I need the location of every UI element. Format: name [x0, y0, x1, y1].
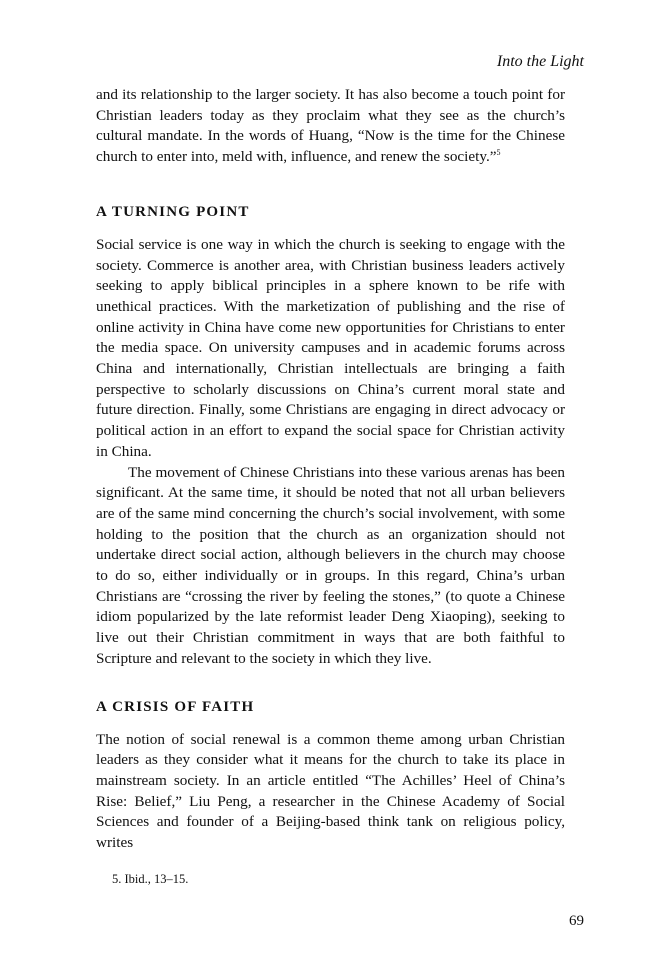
section-heading-turning-point: A TURNING POINT [96, 203, 250, 220]
main-text [96, 85, 565, 854]
paragraph: The movement of Chinese Christians into these various arenas has been significant. At the same time, it should be noted that not all urban believers are of the same mind concerning the church’s social involvement, with some holding to the position that the church as an organization should not undertake direct social action, although believers in the church may choose to do so, either individually or in groups. In this regard, China’s urban Christians are “crossing the river by feeling the stones,” (to quote a Chinese idiom popularized by the late reformist leader Deng Xiaoping), seeking to live out their Christian commitment in ways that are both faithful to Scripture and relevant to the society in which they live. [96, 463, 565, 667]
footnote-reference[interactable]: 5 [496, 148, 501, 158]
page-number: 69 [569, 913, 584, 929]
footnote: 5. Ibid., 13–15. [112, 872, 189, 886]
paragraph: Social service is one way in which the church is seeking to engage with the society. Commerce is another area, with Christian business leaders actively seeking to apply biblical principles in a sphere known to be rife with unethical practices. With the marketization of publishing and the rise of online activity in China have come new opportunities for Christians to enter the media space. On university campuses and in academic forums across China and internationally, Christian intellectuals are bringing a faith perspective to scholarly discussions on China’s current moral state and future direction. Finally, some Christians are engaging in direct advocacy or political action in an effort to expand the social space for Christian activity in China. [96, 235, 565, 460]
paragraph: The notion of social renewal is a common theme among urban Christian leaders as they consider what it means for the church to take its place in mainstream society. In an article entitled “The Achilles’ Heel of China’s Rise: Belief,” Liu Peng, a researcher in the Chinese Academy of Social Sciences and founder of a Beijing-based think tank on religious policy, writes [96, 730, 565, 852]
section-heading-crisis-of-faith: A CRISIS OF FAITH [96, 698, 255, 715]
running-head: Into the Light [496, 53, 584, 70]
paragraph-continued [96, 85, 565, 168]
paragraph-text: and its relationship to the larger society. It has also become a touch point for Christian leaders today as they proclaim what they see as the church’s cultural mandate. In the words of Huang, “Now is the time for the Chinese church to enter into, meld with, influence, and renew the society.” [96, 86, 565, 166]
